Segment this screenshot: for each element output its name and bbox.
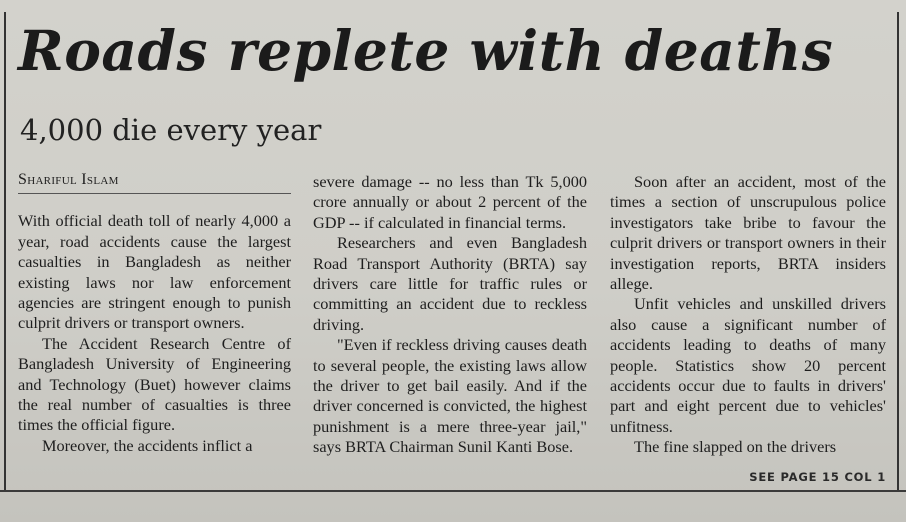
article-column-2: [313, 172, 587, 458]
byline: Shariful Islam: [18, 170, 291, 194]
paragraph: With official death toll of nearly 4,000 a year, road accidents cause the largest casualties in Bangladesh as neither existing laws nor law enforcement agencies are stringent enough to punish culprit drivers or transport owners.: [18, 211, 291, 333]
headline: Roads replete with deaths: [18, 18, 834, 83]
paragraph: "Even if reckless driving causes death to several people, the existing laws allow the driver to get bail easily. And if the driver concerned is convicted, the highest punishment is a mere three-year jail," says BRTA Chairman Sunil Kanti Bose.: [313, 335, 587, 457]
subheadline: 4,000 die every year: [20, 113, 322, 147]
paragraph: Unfit vehicles and unskilled drivers also cause a significant number of accidents leading to deaths of many people. Statistics show 20 percent accidents occur due to faults in drivers' part and eight percent due to vehicles' unfitness.: [610, 294, 886, 436]
continued-on-page-note: SEE PAGE 15 COL 1: [749, 470, 886, 484]
paragraph: Moreover, the accidents inflict a: [42, 435, 253, 455]
article-column-3: [610, 172, 886, 458]
paragraph: The fine slapped on the drivers: [634, 437, 837, 457]
article-column-1: [18, 170, 291, 456]
bottom-rule: [0, 490, 906, 492]
paragraph: The Accident Research Centre of Bangladesh University of Engineering and Technology (Buet) however claims the real number of casualties is three times the official figure.: [18, 333, 291, 435]
paragraph: Researchers and even Bangladesh Road Transport Authority (BRTA) say drivers care little for traffic rules or committing an accident due to reckless driving.: [313, 233, 587, 334]
paragraph: Soon after an accident, most of the times a section of unscrupulous police investigators take bribe to favour the culprit drivers or transport owners in their investigation reports, BRTA insiders allege.: [610, 172, 886, 294]
paragraph: severe damage -- no less than Tk 5,000 crore annually or about 2 percent of the GDP -- if calculated in financial terms.: [313, 172, 587, 232]
left-column-rule: [4, 12, 6, 492]
